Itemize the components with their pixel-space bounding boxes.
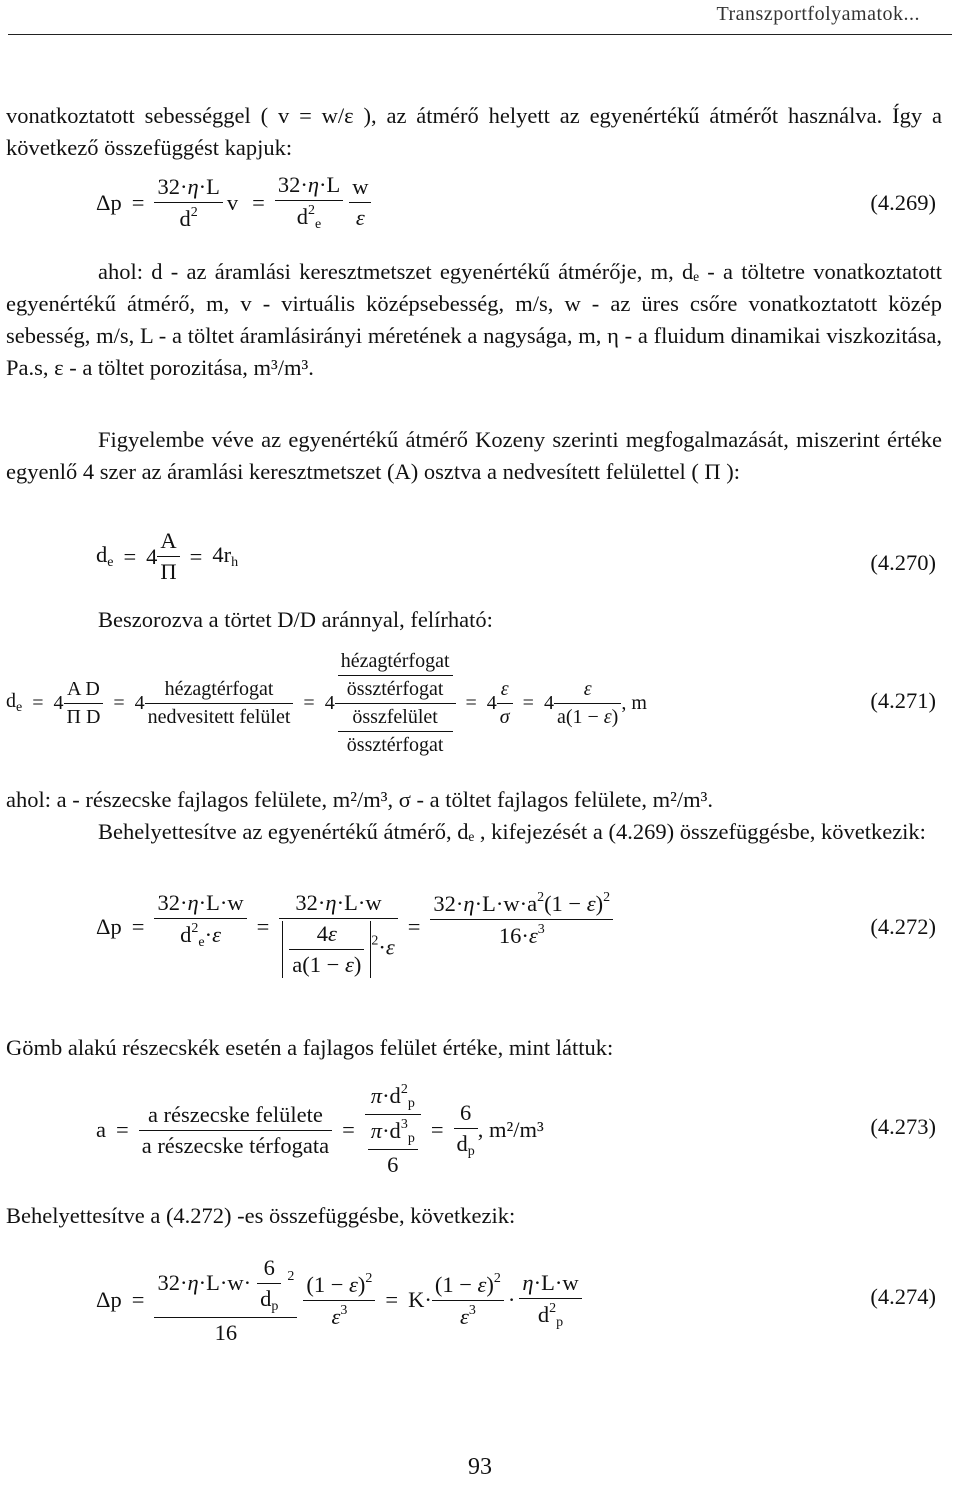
paragraph-text: vonatkoztatott sebességgel ( v = w/ε ), az átmérő helyett az egyenértékű átmérőt használva. Így a következő összefüggést kapjuk: xyxy=(6,103,942,160)
page-number: 93 xyxy=(468,1454,492,1480)
equation-4-274: Δp = 32·η·L·w· $\frac{6}{d_p}$ $^2$ 16 $\frac{(1 - \varepsilon)^2}{\varepsilon^3}$ = K· $\frac{(1 - \varepsilon)^2}{\varepsilon^3}$ · $\frac{\eta\cdot L\cdot w}{d^2_p}$ (4.274) xyxy=(96,1254,936,1345)
paragraph-substitute xyxy=(6,816,942,848)
hezag-label: hézagtérfogat xyxy=(340,649,450,672)
header-rule xyxy=(8,34,952,35)
paragraph-text: Behelyettesítve az egyenértékű átmérő, dₑ , kifejezését a (4.269) összefüggésbe, következik: xyxy=(98,819,926,844)
equation-number: (4.270) xyxy=(870,550,936,575)
paragraph-specific-surface xyxy=(6,784,942,816)
paragraph-intro xyxy=(6,100,942,164)
paragraph-text: ahol: d - az áramlási keresztmetszet egyenértékű átmérője, m, dₑ - a töltetre vonatkoztatott egyenértékű átmérő, m, v - virtuális középsebesség, m/s, w - az üres csőre vonatkoztatott közép sebesség, m/s, L - a töltet áramlásirányi méretének a nagysága, m, η - a fluidum dinamikai viszkozitása, Pa.s, ε - a töltet porozitása, m³/m³. xyxy=(6,259,942,380)
equation-number: (4.274) xyxy=(870,1284,936,1309)
equation-number: (4.269) xyxy=(870,190,936,215)
hezag-label: hézagtérfogat xyxy=(164,677,274,700)
paragraph-text: Figyelembe véve az egyenértékű átmérő Kozeny szerinti megfogalmazását, miszerint értéke egyenlő 4 szer az áramlási keresztmetszet (A) osztva a nedvesített felülettel ( Π ): xyxy=(6,427,942,484)
numerator-text: a részecske felülete xyxy=(147,1101,323,1127)
denominator-text: a részecske térfogata xyxy=(139,1130,332,1159)
paragraph-sphere xyxy=(6,1032,942,1064)
unit-label: , m²/m³ xyxy=(477,1117,544,1142)
paragraph-text: Beszorozva a törtet D/D aránnyal, felírható: xyxy=(98,607,493,632)
equation-number: (4.272) xyxy=(870,914,936,939)
paragraph-text: Behelyettesítve a (4.272) -es összefüggésbe, következik: xyxy=(6,1203,516,1228)
equation-4-270: $d_e$ = 4 $\frac{A}{\Pi}$ = $4r_h$ (4.270) xyxy=(96,528,936,584)
paragraph-definitions xyxy=(6,256,942,384)
paragraph-final xyxy=(6,1200,942,1232)
paragraph-multiply xyxy=(6,604,942,636)
equation-4-271: $d_e$ = 4 $\frac{\text{A D}}{\text{Π D}}$ = 4 $\frac{\text{hézagtérfogat}}{\text{nedvesitett felület}}$ = 4 hézagtérfogat össztérfogat összfelület össztérfogat = 4 $\frac{\varepsilon}{\sigma}$ = 4 $\frac{\varepsilon}{a(1 - \varepsilon)}$ , m (4.271) xyxy=(6,649,936,756)
nedv-label: nedvesitett felület xyxy=(145,703,294,729)
running-header xyxy=(0,0,960,36)
ossz-label: össztérfogat xyxy=(338,675,453,701)
paragraph-text: ahol: a - részecske fajlagos felülete, m²/m³, σ - a töltet fajlagos felülete, m²/m³. xyxy=(6,787,713,812)
equation-4-269: Δp = $\frac{32\cdot\eta\cdot L}{d^2}$ v = $\frac{32\cdot\eta\cdot L}{d^2_e}$ $\frac{w}{\varepsilon}$ (4.269) xyxy=(96,172,936,232)
equation-number: (4.271) xyxy=(870,688,936,713)
equation-4-273: a = $\frac{\text{a részecske felülete}}{\text{a részecske térfogata}}$ = $\pi\cdot d^2_p$ $\pi\cdot d^3_p$ 6 = $\frac{6}{d_p}$ , m²/m³ (4.273) xyxy=(96,1082,936,1177)
equation-number: (4.273) xyxy=(870,1114,936,1139)
osszfel-label: összfelület xyxy=(352,705,438,728)
ossz-label: össztérfogat xyxy=(338,731,453,757)
paragraph-text: Gömb alakú részecskék esetén a fajlagos felület értéke, mint láttuk: xyxy=(6,1035,614,1060)
paragraph-kozeny xyxy=(6,424,942,488)
unit-label: , m xyxy=(621,691,647,714)
running-title: Transzportfolyamatok... xyxy=(716,3,920,25)
equation-4-272: Δp = $\frac{32\cdot\eta\cdot L\cdot w}{d^2_e\cdot\varepsilon}$ = 32·η·L·w $\frac{4\varepsilon}{a(1 - \varepsilon)}$ $^2$·ε = $\frac{32\cdot\eta\cdot L\cdot w\cdot a^2(1 - \varepsilon)^2}{16\cdot\varepsilon^3}$ (4.272) xyxy=(96,890,936,977)
